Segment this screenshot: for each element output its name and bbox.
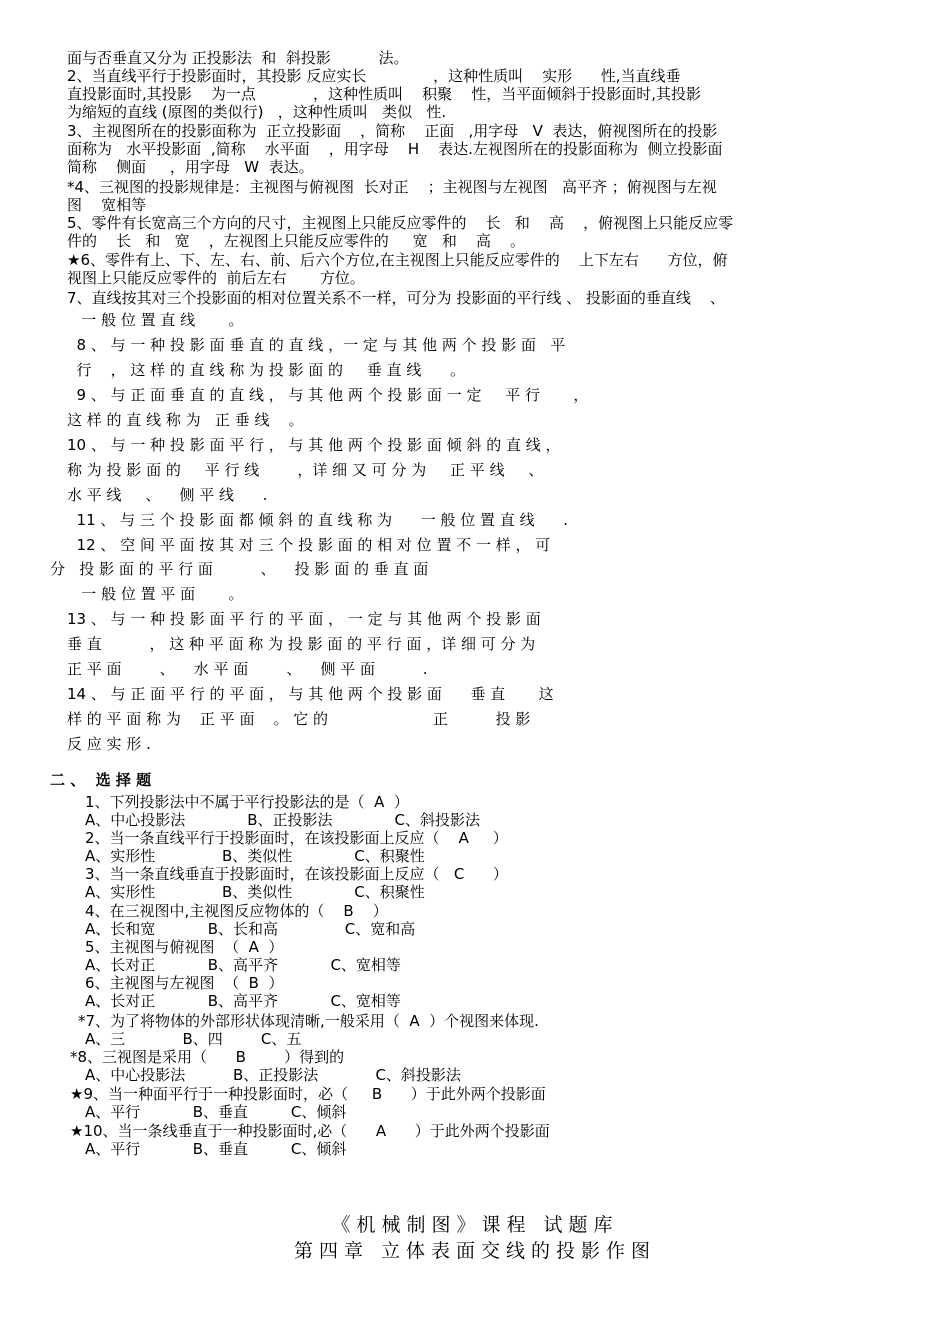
fill-line: 面与否垂直又分为 正投影法 和 斜投影 法。 xyxy=(67,49,409,67)
spaced-line: 11 、 与 三 个 投 影 面 都 倾 斜 的 直 线 称 为 一 般 位 置 直 线 . xyxy=(67,511,568,529)
fill-line: ★6、零件有上、下、左、右、前、后六个方位,在主视图上只能反应零件的 上下左右 方位，俯 xyxy=(67,251,728,269)
choice-line: A、实形性 B、类似性 C、积聚性 xyxy=(85,883,425,901)
spaced-line: 8 、 与 一 种 投 影 面 垂 直 的 直 线 ，一 定 与 其 他 两 个 投 影 面 平 xyxy=(67,336,566,354)
fill-line: 视图上只能反应零件的 前后左右 方位。 xyxy=(67,269,365,287)
choice-line: ★9、当一种面平行于一种投影面时，必（ B ）于此外两个投影面 xyxy=(70,1085,546,1103)
choice-line: 4、在三视图中,主视图反应物体的（ B ） xyxy=(85,902,388,920)
spaced-line: 水 平 线 、 侧 平 线 . xyxy=(67,486,268,504)
fill-line: 5、零件有长宽高三个方向的尺寸，主视图上只能反应零件的 长 和 高 ，俯视图上只能反应零 xyxy=(67,214,734,232)
spaced-line: 12 、 空 间 平 面 按 其 对 三 个 投 影 面 的 相 对 位 置 不 一 样 ， 可 xyxy=(67,536,551,554)
fill-line: 面称为 水平投影面 ,简称 水平面 ，用字母 H 表达.左视图所在的投影面称为 侧立投影面 xyxy=(67,140,723,158)
choice-line: A、中心投影法 B、正投影法 C、斜投影法 xyxy=(85,811,480,829)
fill-line: 3、主视图所在的投影面称为 正立投影面 ，简称 正面 ,用字母 V 表达，俯视图所在的投影 xyxy=(67,122,718,140)
fill-line: 简称 侧面 ，用字母 W 表达。 xyxy=(67,158,314,176)
spaced-line: 正 平 面 、 水 平 面 、 侧 平 面 . xyxy=(67,660,428,678)
fill-line: 2、当直线平行于投影面时，其投影 反应实长 ，这种性质叫 实形 性,当直线垂 xyxy=(67,67,681,85)
choice-line: 3、当一条直线垂直于投影面时，在该投影面上反应（ C ） xyxy=(85,865,508,883)
choice-line: A、实形性 B、类似性 C、积聚性 xyxy=(85,847,425,865)
spaced-line: 垂 直 ， 这 种 平 面 称 为 投 影 面 的 平 行 面 ，详 细 可 分 为 xyxy=(67,635,536,653)
spaced-line: 反 应 实 形 . xyxy=(67,735,151,753)
spaced-line: 这 样 的 直 线 称 为 正 垂 线 。 xyxy=(67,411,304,429)
spaced-line: 分 投 影 面 的 平 行 面 、 投 影 面 的 垂 直 面 xyxy=(50,560,429,578)
choice-line: A、长对正 B、高平齐 C、宽相等 xyxy=(85,992,401,1010)
spaced-line: 行 ， 这 样 的 直 线 称 为 投 影 面 的 垂 直 线 。 xyxy=(67,361,466,379)
choice-line: *8、三视图是采用（ B ）得到的 xyxy=(70,1048,345,1066)
fill-line: 7、直线按其对三个投影面的相对位置关系不一样，可分为 投影面的平行线 、 投影面的垂直线 、 xyxy=(67,289,725,307)
spaced-line: 13 、 与 一 种 投 影 面 平 行 的 平 面 ， 一 定 与 其 他 两 个 投 影 面 xyxy=(67,610,541,628)
spaced-line: 14 、 与 正 面 平 行 的 平 面 ， 与 其 他 两 个 投 影 面 垂 直 这 xyxy=(67,685,554,703)
fill-line: 为缩短的直线 (原图的类似行) ，这种性质叫 类似 性. xyxy=(67,103,447,121)
choice-line: 6、主视图与左视图 （ B ） xyxy=(85,974,284,992)
section-heading: 二 、 选 择 题 xyxy=(50,771,152,789)
chapter-title: 第四章 立体表面交线的投影作图 xyxy=(293,1240,657,1262)
choice-line: A、平行 B、垂直 C、倾斜 xyxy=(85,1103,347,1121)
choice-line: 2、当一条直线平行于投影面时，在该投影面上反应（ A ） xyxy=(85,829,508,847)
choice-line: A、长和宽 B、长和高 C、宽和高 xyxy=(85,920,416,938)
fill-line: 直投影面时,其投影 为一点 ，这种性质叫 积聚 性，当平面倾斜于投影面时,其投影 xyxy=(67,85,701,103)
choice-line: A、三 B、四 C、五 xyxy=(85,1030,302,1048)
spaced-line: 一 般 位 置 直 线 。 xyxy=(67,311,244,329)
fill-line: 件的 长 和 宽 ，左视图上只能反应零件的 宽 和 高 。 xyxy=(67,232,526,250)
spaced-line: 称 为 投 影 面 的 平 行 线 ，详 细 又 可 分 为 正 平 线 、 xyxy=(67,461,544,479)
spaced-line: 样 的 平 面 称 为 正 平 面 。 它 的 正 投 影 xyxy=(67,710,531,728)
course-title: 《机械制图》课程 试题库 xyxy=(331,1214,619,1236)
spaced-line: 10 、 与 一 种 投 影 面 平 行 ， 与 其 他 两 个 投 影 面 倾 斜 的 直 线 ， xyxy=(67,436,561,454)
fill-line: 图 宽相等 xyxy=(67,196,147,214)
choice-line: A、平行 B、垂直 C、倾斜 xyxy=(85,1140,347,1158)
spaced-line: 9 、 与 正 面 垂 直 的 直 线 ， 与 其 他 两 个 投 影 面 一 定 平 行 ， xyxy=(67,386,589,404)
fill-line: *4、三视图的投影规律是：主视图与俯视图 长对正 ；主视图与左视图 高平齐 ；俯视图与左视 xyxy=(67,178,717,196)
spaced-line: 一 般 位 置 平 面 。 xyxy=(67,585,244,603)
choice-line: ★10、当一条线垂直于一种投影面时,必（ A ）于此外两个投影面 xyxy=(70,1122,550,1140)
choice-line: A、长对正 B、高平齐 C、宽相等 xyxy=(85,956,401,974)
choice-line: 5、主视图与俯视图 （ A ） xyxy=(85,938,284,956)
choice-line: 1、下列投影法中不属于平行投影法的是（ A ） xyxy=(85,793,409,811)
choice-line: A、中心投影法 B、正投影法 C、斜投影法 xyxy=(85,1066,461,1084)
choice-line: *7、为了将物体的外部形状体现清晰,一般采用（ A ）个视图来体现. xyxy=(78,1012,539,1030)
